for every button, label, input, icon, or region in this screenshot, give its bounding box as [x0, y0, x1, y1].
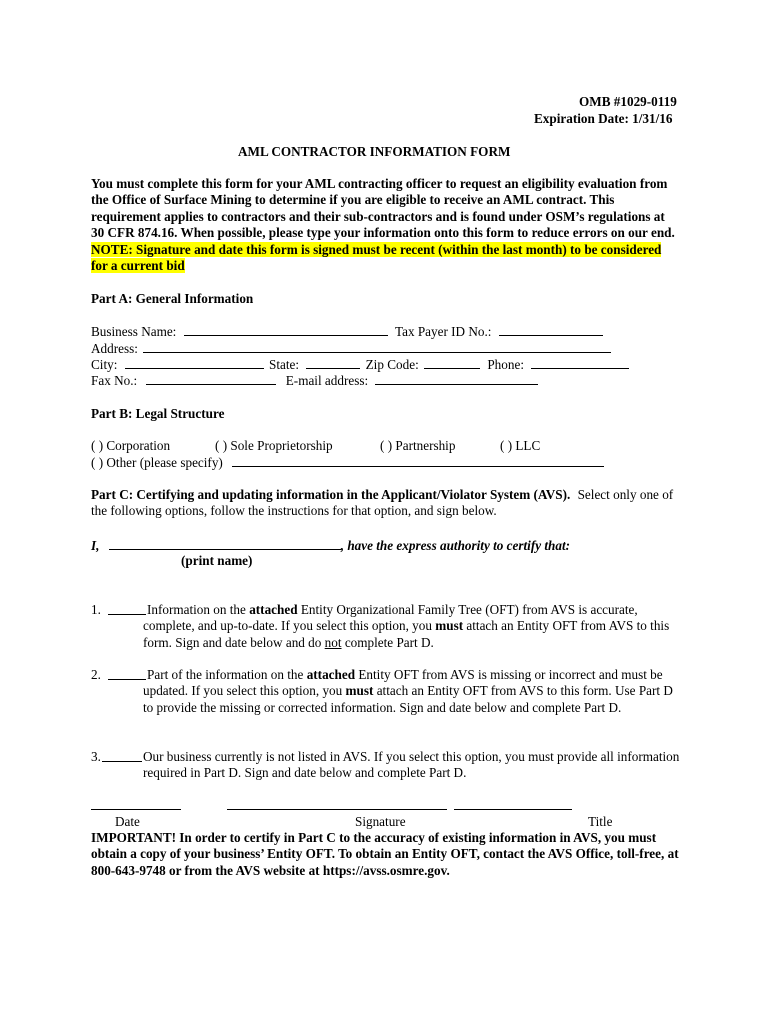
- zip-field[interactable]: [424, 356, 480, 369]
- city-field[interactable]: [125, 356, 264, 369]
- expiration-date: Expiration Date: 1/31/16: [534, 111, 673, 126]
- city-row: [91, 356, 629, 373]
- option-2-checkline[interactable]: [108, 667, 146, 680]
- fax-label: Fax No.:: [91, 373, 138, 388]
- tax-id-label: Tax Payer ID No.:: [394, 324, 492, 339]
- form-title: AML CONTRACTOR INFORMATION FORM: [238, 144, 511, 159]
- signature-caption: Signature: [355, 814, 406, 829]
- state-field[interactable]: [306, 356, 360, 369]
- legal-option-llc[interactable]: ( ) LLC: [500, 438, 541, 453]
- fax-row: [91, 372, 538, 389]
- phone-field[interactable]: [531, 356, 629, 369]
- date-line[interactable]: [91, 809, 181, 810]
- business-name-label: Business Name:: [91, 324, 177, 339]
- legal-option-sole-proprietorship[interactable]: ( ) Sole Proprietorship: [215, 438, 333, 453]
- phone-label: Phone:: [487, 357, 524, 372]
- part-c-intro: [91, 487, 681, 520]
- option-1-number: 1.: [91, 602, 101, 617]
- certify-row: [91, 537, 570, 554]
- part-c-heading: Part C: Certifying and updating information in the Applicant/Violator System (AVS).: [91, 487, 571, 502]
- option-1-checkline[interactable]: [108, 602, 146, 615]
- fax-field[interactable]: [146, 372, 276, 385]
- email-field[interactable]: [375, 372, 538, 385]
- important-notice: IMPORTANT! In order to certify in Part C to the accuracy of existing information in AVS, you must obtain a copy of your business’ Entity OFT. To obtain an Entity OFT, contact the AVS Office, toll-free, at 800-643-9748 or from the AVS website at https://avss.osmre.gov.: [91, 830, 679, 878]
- certify-prefix: I,: [91, 538, 100, 553]
- option-3-checkline[interactable]: [102, 749, 142, 762]
- title-line[interactable]: [454, 809, 572, 810]
- address-row: [91, 340, 611, 357]
- zip-label: Zip Code:: [365, 357, 419, 372]
- date-caption: Date: [115, 814, 140, 829]
- print-name-caption: (print name): [181, 553, 253, 568]
- address-label: Address:: [91, 341, 138, 356]
- option-2-number: 2.: [91, 667, 101, 682]
- option-1-text: Information on the attached Entity Organizational Family Tree (OFT) from AVS is accurate, complete, and up-to-date. If you select this option, you must attach an Entity OFT from AVS to this form. Sign and date below and do not complete Part D.: [143, 602, 670, 650]
- omb-number: OMB #1029-0119: [579, 94, 677, 109]
- legal-option-partnership[interactable]: ( ) Partnership: [380, 438, 456, 453]
- address-field[interactable]: [143, 340, 611, 353]
- part-a-heading: Part A: General Information: [91, 291, 254, 306]
- legal-option-corporation[interactable]: ( ) Corporation: [91, 438, 171, 453]
- city-label: City:: [91, 357, 118, 372]
- print-name-field[interactable]: [109, 537, 341, 550]
- part-b-heading: Part B: Legal Structure: [91, 406, 225, 421]
- intro-text: You must complete this form for your AML contracting officer to request an eligibility evaluation from the Office of Surface Mining to determine if you are eligible to receive an AML contract. This requirement applies to contractors and their sub-contractors and is found under OSM’s regulations at 30 CFR 874.16. When possible, please type your information onto this form to reduce errors on our end.: [91, 176, 675, 241]
- certify-suffix: , have the express authority to certify that:: [340, 538, 571, 553]
- legal-option-other[interactable]: ( ) Other (please specify): [91, 455, 223, 470]
- state-label: State:: [268, 357, 300, 372]
- other-specify-field[interactable]: [232, 454, 604, 467]
- option-3-text: Our business currently is not listed in AVS. If you select this option, you must provide all information required in Part D. Sign and date below and complete Part D.: [143, 749, 680, 781]
- title-caption: Title: [588, 814, 613, 829]
- signature-line[interactable]: [227, 809, 447, 810]
- option-3-number: 3.: [91, 749, 101, 764]
- tax-id-field[interactable]: [499, 323, 603, 336]
- intro-paragraph: [91, 176, 681, 274]
- other-row: [91, 454, 604, 471]
- business-name-row: [91, 323, 603, 340]
- business-name-field[interactable]: [184, 323, 388, 336]
- option-2-text: Part of the information on the attached Entity OFT from AVS is missing or incorrect and must be updated. If you select this option, you must attach an Entity OFT from AVS to this form. Use Part D to provide the missing or corrected information. Sign and date below and complete Part D.: [143, 667, 673, 715]
- part-c-instructions: Select only one of the following options, follow the instructions for that option, and sign below.: [91, 487, 674, 519]
- email-label: E-mail address:: [285, 373, 369, 388]
- intro-note: NOTE: Signature and date this form is signed must be recent (within the last month) to be considered for a current bid: [91, 241, 662, 274]
